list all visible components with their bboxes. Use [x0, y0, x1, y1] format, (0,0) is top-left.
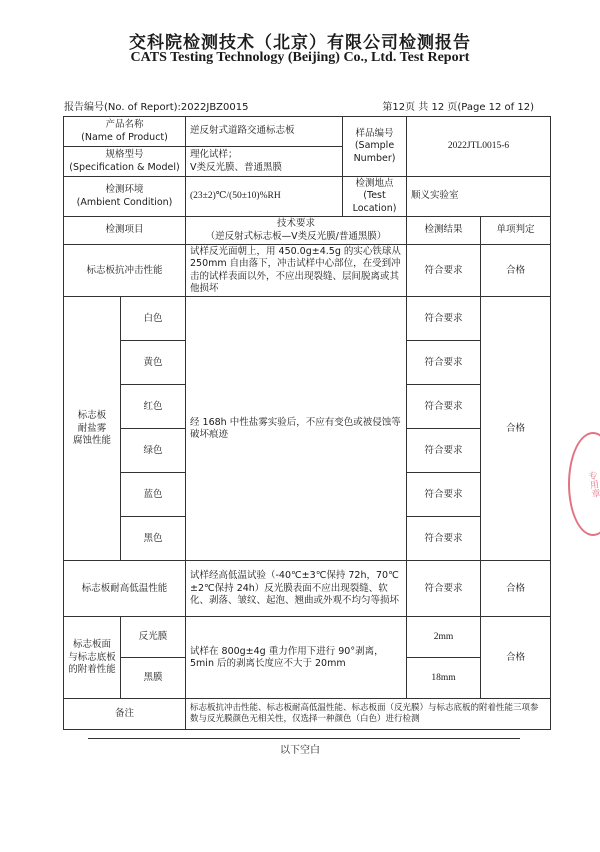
impact-result: 符合要求 [407, 245, 481, 297]
blank-below-notice: 以下空白 [280, 745, 320, 756]
adhesion-sub-reflective: 反光膜 [121, 617, 186, 658]
location-label: 检测地点 (Test Location) [343, 177, 407, 217]
adhesion-row-reflective [64, 617, 551, 658]
report-title-en: CATS Testing Technology (Beijing) Co., Ltd. Test Report [130, 50, 470, 65]
impact-verdict: 合格 [481, 245, 551, 297]
col-verdict-header: 单项判定 [481, 217, 551, 245]
sample-value: 2022JTL0015-6 [407, 117, 551, 177]
salt-result-white: 符合要求 [407, 297, 481, 341]
salt-color-black: 黑色 [121, 517, 186, 561]
col-item-header: 检测项目 [64, 217, 186, 245]
salt-color-red: 红色 [121, 385, 186, 429]
salt-requirement: 经 168h 中性盐雾实验后，不应有变色或被侵蚀等破坏痕迹 [186, 297, 407, 561]
spec-label: 规格型号 (Specification & Model) [64, 147, 186, 177]
salt-result-yellow: 符合要求 [407, 341, 481, 385]
env-label: 检测环境 (Ambient Condition) [64, 177, 186, 217]
salt-verdict: 合格 [481, 297, 551, 561]
report-title-cn: 交科院检测技术（北京）有限公司检测报告 [129, 33, 471, 53]
salt-result-blue: 符合要求 [407, 473, 481, 517]
impact-requirement: 试样反光面朝上，用 450.0g±4.5g 的实心铁球从 250mm 自由落下，冲击试样中心部位，在受到冲击的试样表面以外，不应出现裂缝、层间脱离或其他损坏 [186, 245, 407, 297]
product-label: 产品名称 (Name of Product) [64, 117, 186, 147]
location-value: 顺义实验室 [407, 177, 551, 217]
end-rule [88, 738, 520, 739]
impact-item: 标志板抗冲击性能 [64, 245, 186, 297]
temp-verdict: 合格 [481, 561, 551, 617]
salt-color-green: 绿色 [121, 429, 186, 473]
spec-value: 理化试样； Ⅴ类反光膜、普通黑膜 [186, 147, 343, 177]
salt-color-yellow: 黄色 [121, 341, 186, 385]
temp-item: 标志板耐高低温性能 [64, 561, 186, 617]
seal-stamp-text: 专用章 [585, 469, 600, 499]
salt-result-green: 符合要求 [407, 429, 481, 473]
remark-row [64, 699, 551, 730]
temp-requirement: 试样经高低温试验（-40℃±3℃保持 72h，70℃±2℃保持 24h）反光膜表面不应出现裂缝、软化、剥落、皱纹、起泡、翘曲或外观不均匀等损坏 [186, 561, 407, 617]
col-requirement-header: 技术要求 （逆反射式标志板—Ⅴ类反光膜/普通黑膜） [186, 217, 407, 245]
salt-item: 标志板 耐盐雾 腐蚀性能 [64, 297, 121, 561]
report-number: 报告编号(No. of Report):2022JBZ0015 [64, 102, 249, 113]
env-row [64, 177, 551, 217]
salt-result-red: 符合要求 [407, 385, 481, 429]
adhesion-item: 标志板面 与标志底板 的附着性能 [64, 617, 121, 699]
impact-row [64, 245, 551, 297]
adhesion-result-reflective: 2mm [407, 617, 481, 658]
col-result-header: 检测结果 [407, 217, 481, 245]
test-report-table [63, 116, 551, 730]
product-value: 逆反射式道路交通标志板 [186, 117, 343, 147]
adhesion-sub-black: 黑膜 [121, 658, 186, 699]
salt-row-white [64, 297, 551, 341]
remark-text: 标志板抗冲击性能、标志板耐高低温性能、标志板面（反光膜）与标志底板的附着性能三项参数与反光膜颜色无相关性，仅选择一种颜色（白色）进行检测 [186, 699, 551, 730]
remark-label: 备注 [64, 699, 186, 730]
env-value: (23±2)℃/(50±10)%RH [186, 177, 343, 217]
adhesion-result-black: 18mm [407, 658, 481, 699]
temp-result: 符合要求 [407, 561, 481, 617]
adhesion-verdict: 合格 [481, 617, 551, 699]
salt-color-white: 白色 [121, 297, 186, 341]
adhesion-requirement: 试样在 800g±4g 重力作用下进行 90°剥离，5min 后的剥离长度应不大于 20mm [186, 617, 407, 699]
salt-color-blue: 蓝色 [121, 473, 186, 517]
product-row [64, 117, 551, 147]
salt-result-black: 符合要求 [407, 517, 481, 561]
column-header-row [64, 217, 551, 245]
page-number: 第12页 共 12 页(Page 12 of 12) [382, 102, 534, 113]
sample-label: 样品编号 (Sample Number) [343, 117, 407, 177]
temp-row [64, 561, 551, 617]
seal-stamp [568, 432, 600, 536]
